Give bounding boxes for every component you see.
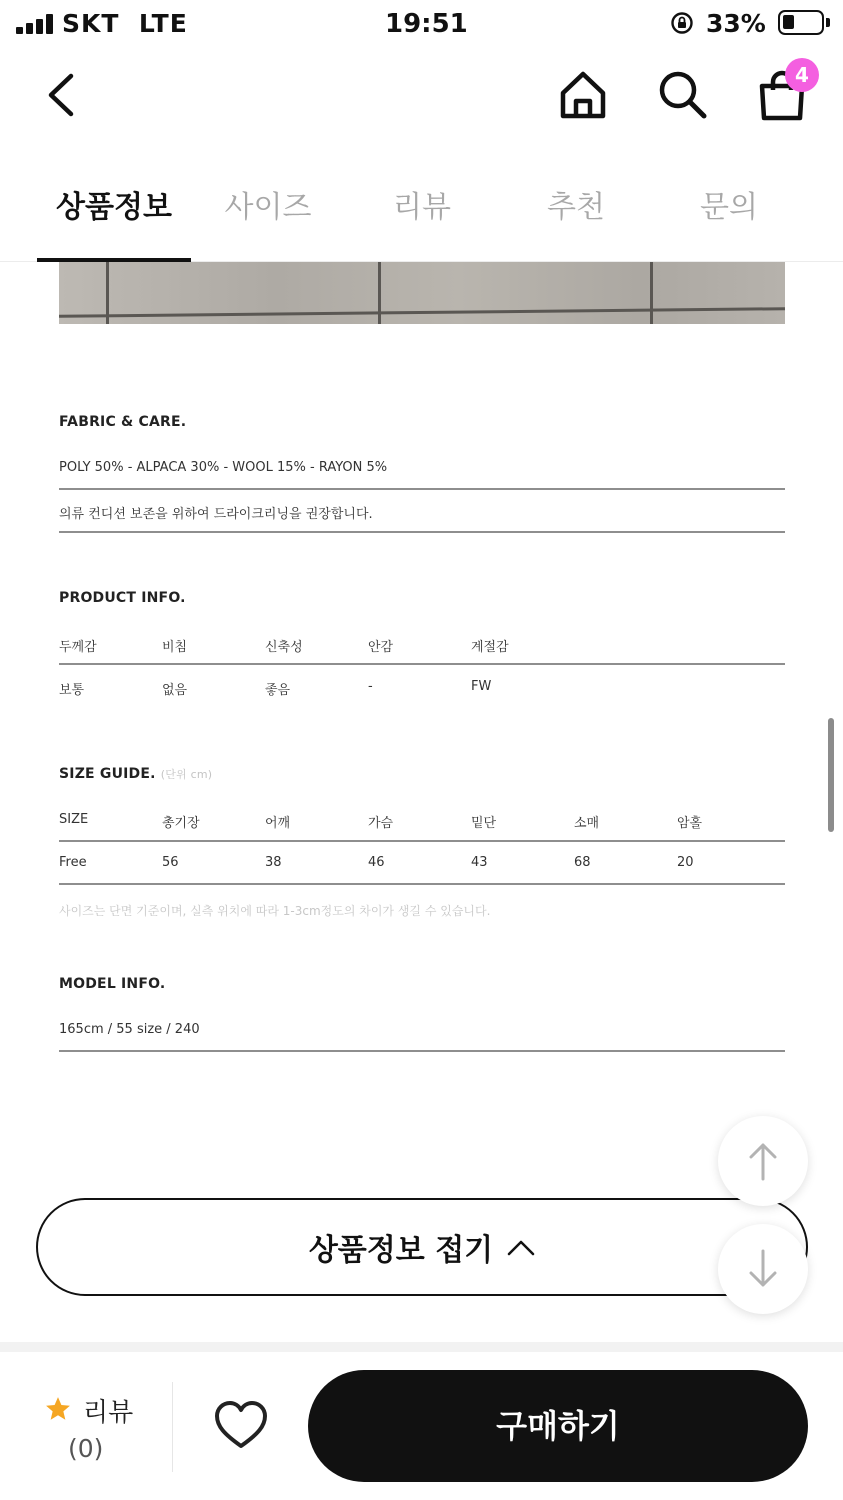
- size-header: 가슴: [368, 816, 394, 831]
- size-value: 38: [265, 855, 282, 870]
- bottom-action-bar: [0, 1352, 843, 1500]
- divider: [59, 663, 785, 665]
- size-header: 밑단: [471, 816, 497, 831]
- signal-icon: [16, 14, 54, 34]
- product-info-title: PRODUCT INFO.: [59, 590, 186, 606]
- product-info-header: 신축성: [265, 640, 303, 655]
- divider: [59, 840, 785, 842]
- model-info-title: MODEL INFO.: [59, 976, 166, 992]
- product-info-value: 없음: [162, 683, 188, 698]
- size-value: 46: [368, 855, 385, 870]
- review-label: 리뷰: [83, 1398, 134, 1428]
- home-icon[interactable]: [556, 68, 610, 122]
- size-header: 총기장: [162, 816, 200, 831]
- orientation-lock-icon: [670, 11, 694, 35]
- product-info-header: 계절감: [471, 640, 509, 655]
- tab-reviews[interactable]: 리뷰: [393, 190, 451, 225]
- scroll-down-button[interactable]: [718, 1224, 808, 1314]
- bottom-separator: [0, 1342, 843, 1352]
- tab-size[interactable]: 사이즈: [224, 190, 312, 225]
- status-time: 19:51: [385, 9, 468, 39]
- divider: [172, 1382, 173, 1472]
- size-guide-heading: SIZE GUIDE.: [59, 766, 156, 782]
- heart-icon[interactable]: [214, 1400, 268, 1450]
- cart-count-badge: 4: [785, 58, 819, 92]
- size-value: 56: [162, 855, 179, 870]
- fabric-composition: POLY 50% - ALPACA 30% - WOOL 15% - RAYON 5%: [59, 460, 388, 475]
- star-icon: [44, 1395, 72, 1423]
- scrollbar-thumb[interactable]: [828, 718, 834, 832]
- care-instruction: 의류 컨디션 보존을 위하여 드라이크리닝을 권장합니다.: [59, 507, 373, 522]
- product-info-value: 좋음: [265, 683, 291, 698]
- battery-percent: 33%: [706, 9, 766, 38]
- review-count: (0): [68, 1434, 104, 1463]
- battery-icon: [778, 10, 824, 35]
- chevron-up-icon: [507, 1237, 535, 1257]
- product-info-header: 비침: [162, 640, 188, 655]
- size-value: 68: [574, 855, 591, 870]
- tab-product-info[interactable]: 상품정보: [56, 190, 172, 225]
- product-info-value: -: [368, 679, 373, 694]
- scroll-up-button[interactable]: [718, 1116, 808, 1206]
- status-bar: [0, 0, 843, 50]
- product-info-value: 보통: [59, 683, 85, 698]
- product-info-value: FW: [471, 679, 492, 694]
- divider: [59, 883, 785, 885]
- model-info-value: 165cm / 55 size / 240: [59, 1022, 200, 1037]
- size-header: 암홀: [677, 816, 703, 831]
- size-value: 20: [677, 855, 694, 870]
- size-value: 43: [471, 855, 488, 870]
- product-info-header: 두께감: [59, 640, 97, 655]
- divider: [59, 531, 785, 533]
- tab-inquiry[interactable]: 문의: [700, 190, 758, 225]
- tab-recommend[interactable]: 추천: [547, 190, 605, 225]
- fabric-care-title: FABRIC & CARE.: [59, 414, 187, 430]
- carrier-name: SKT: [62, 9, 120, 38]
- arrow-up-icon: [747, 1141, 779, 1181]
- product-info-header: 안감: [368, 640, 394, 655]
- size-header: 어깨: [265, 816, 291, 831]
- buy-button[interactable]: 구매하기: [308, 1370, 808, 1482]
- size-guide-note: 사이즈는 단면 기준이며, 실측 위치에 따라 1-3cm정도의 차이가 생길 수 있습니다.: [59, 904, 491, 918]
- network-type: LTE: [138, 9, 188, 38]
- collapse-label: 상품정보 접기: [308, 1233, 494, 1268]
- size-guide-unit: (단위 cm): [160, 768, 213, 781]
- collapse-product-info-button[interactable]: [36, 1198, 808, 1296]
- back-icon[interactable]: [38, 70, 88, 120]
- review-summary[interactable]: [36, 1392, 146, 1462]
- search-icon[interactable]: [655, 68, 709, 122]
- size-header: SIZE: [59, 812, 89, 827]
- carrier-label: [62, 9, 188, 38]
- size-guide-title: [59, 766, 212, 782]
- nav-header: [0, 50, 843, 150]
- divider: [59, 1050, 785, 1052]
- tab-bar: [0, 150, 843, 262]
- size-header: 소매: [574, 816, 600, 831]
- arrow-down-icon: [747, 1249, 779, 1289]
- size-value: Free: [59, 855, 87, 870]
- product-photo: [59, 262, 785, 324]
- divider: [59, 488, 785, 490]
